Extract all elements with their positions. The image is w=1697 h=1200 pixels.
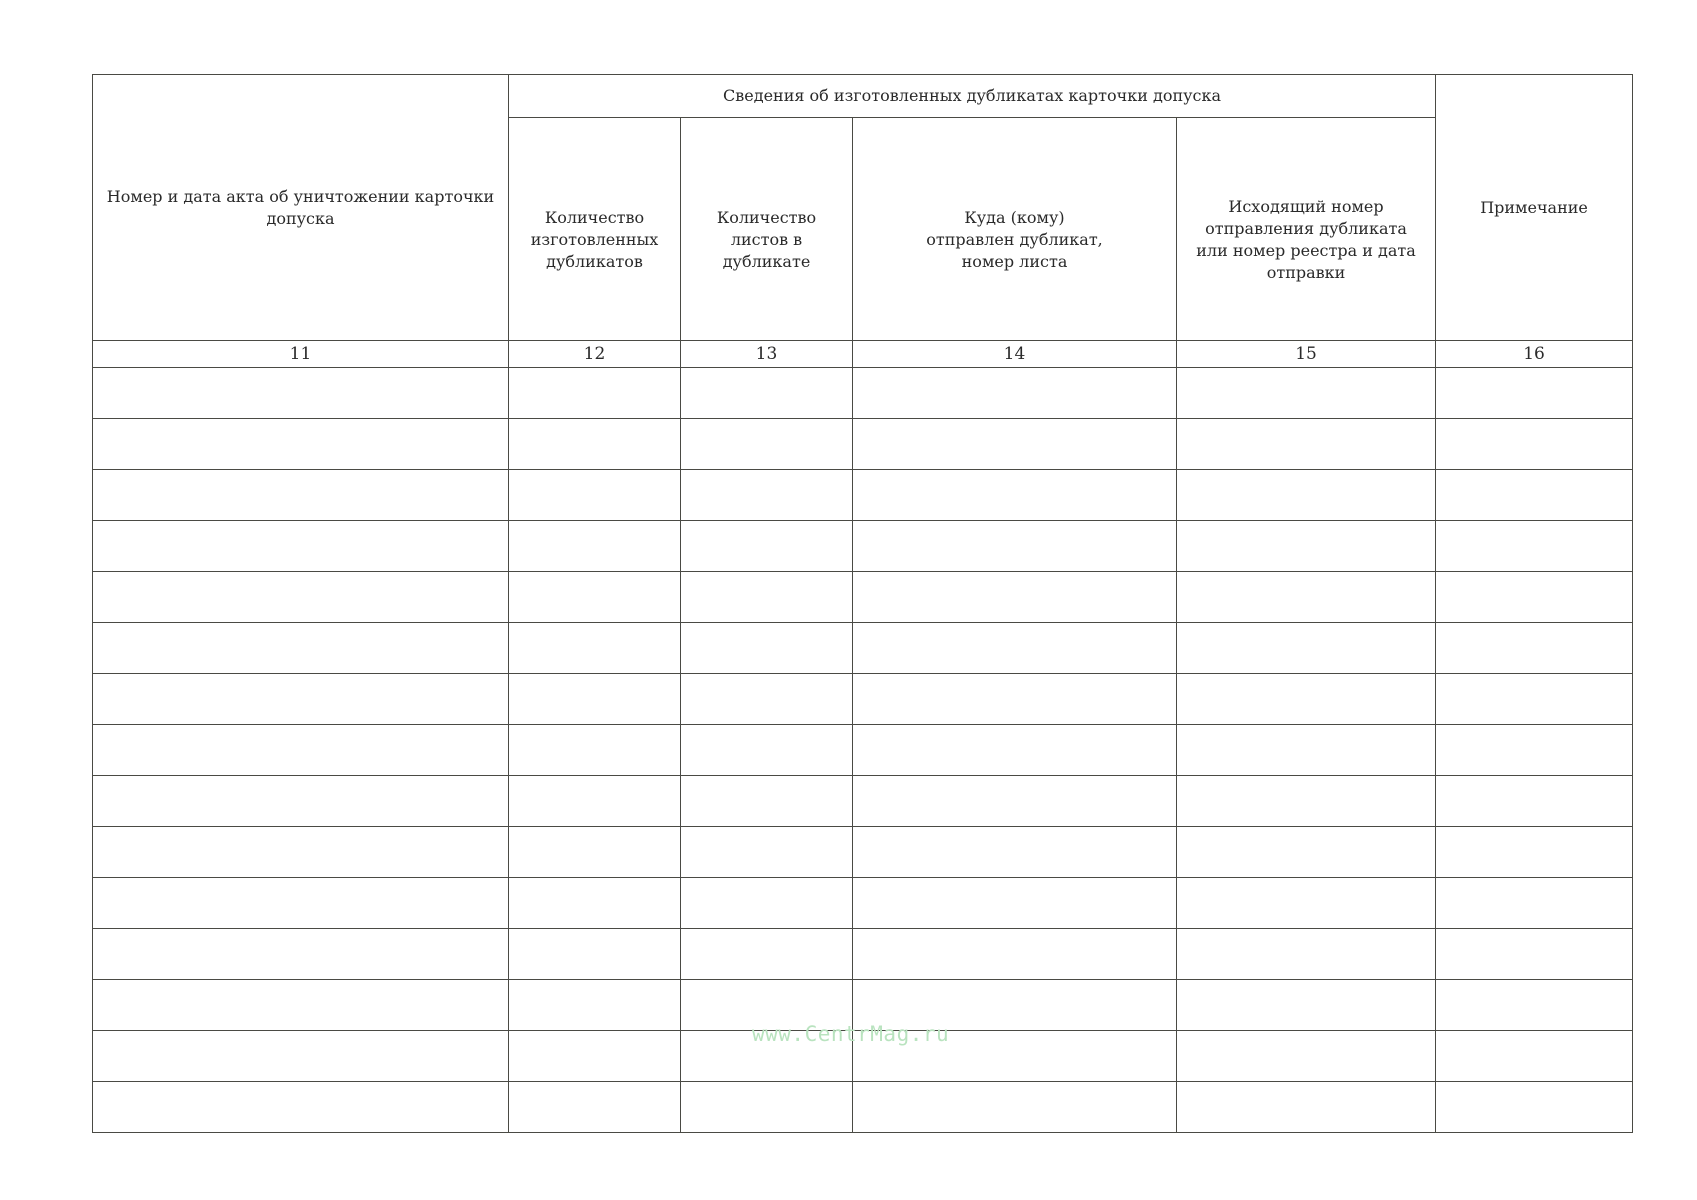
table-cell-act[interactable] [93,368,509,419]
table-cell-note[interactable] [1436,470,1633,521]
table-cell-outgoing[interactable] [1177,419,1436,470]
table-cell-sheet-count[interactable] [681,1031,853,1082]
table-cell-recipient[interactable] [853,776,1177,827]
table-cell-act[interactable] [93,980,509,1031]
table-cell-sheet-count[interactable] [681,674,853,725]
header-recipient-label: Куда (кому) отправлен дубликат, номер листа [926,208,1103,271]
table-cell-dup-count[interactable] [509,929,681,980]
table-cell-sheet-count[interactable] [681,368,853,419]
table-row [93,1031,1633,1082]
table-cell-outgoing[interactable] [1177,674,1436,725]
table-cell-outgoing[interactable] [1177,725,1436,776]
table-row [93,521,1633,572]
header-sheet-count [681,118,853,341]
table-row [93,572,1633,623]
table-cell-sheet-count[interactable] [681,776,853,827]
table-row [93,878,1633,929]
table-cell-dup-count[interactable] [509,623,681,674]
table-cell-sheet-count[interactable] [681,623,853,674]
header-outgoing [1177,118,1436,341]
table-cell-note[interactable] [1436,368,1633,419]
table-cell-act[interactable] [93,419,509,470]
header-outgoing-label: Исходящий номер отправления дубликата или номер реестра и дата отправки [1196,197,1416,282]
table-cell-dup-count[interactable] [509,572,681,623]
table-cell-note[interactable] [1436,827,1633,878]
header-dup-count [509,118,681,341]
column-number: 13 [681,341,853,368]
table-cell-act[interactable] [93,572,509,623]
header-dup-count-label: Количество изготовленных дубликатов [530,208,659,271]
table-cell-recipient[interactable] [853,521,1177,572]
table-cell-recipient[interactable] [853,929,1177,980]
table-cell-recipient[interactable] [853,674,1177,725]
table-cell-sheet-count[interactable] [681,521,853,572]
table-cell-dup-count[interactable] [509,674,681,725]
table-cell-note[interactable] [1436,980,1633,1031]
table-cell-outgoing[interactable] [1177,878,1436,929]
column-number: 15 [1177,341,1436,368]
table-cell-note[interactable] [1436,521,1633,572]
table-cell-sheet-count[interactable] [681,1082,853,1133]
table-cell-act[interactable] [93,521,509,572]
table-cell-dup-count[interactable] [509,776,681,827]
table-row [93,419,1633,470]
column-number: 11 [93,341,509,368]
table-cell-note[interactable] [1436,878,1633,929]
header-group-label: Сведения об изготовленных дубликатах карточки допуска [723,86,1222,105]
table-cell-outgoing[interactable] [1177,1082,1436,1133]
table-cell-sheet-count[interactable] [681,419,853,470]
duplicates-table [92,74,1633,1133]
table-row [93,929,1633,980]
table-cell-outgoing[interactable] [1177,521,1436,572]
header-sheet-count-label: Количество листов в дубликате [716,208,817,271]
table-cell-outgoing[interactable] [1177,368,1436,419]
header-note [1436,75,1633,341]
table-cell-note[interactable] [1436,1082,1633,1133]
table-cell-note[interactable] [1436,419,1633,470]
table-cell-sheet-count[interactable] [681,980,853,1031]
table-cell-dup-count[interactable] [509,470,681,521]
table-row [93,725,1633,776]
table-row [93,776,1633,827]
table-cell-act[interactable] [93,878,509,929]
table-cell-act[interactable] [93,1082,509,1133]
table-cell-dup-count[interactable] [509,419,681,470]
table-cell-recipient[interactable] [853,878,1177,929]
table-cell-outgoing[interactable] [1177,776,1436,827]
table-cell-dup-count[interactable] [509,827,681,878]
table-cell-act[interactable] [93,674,509,725]
table-cell-dup-count[interactable] [509,368,681,419]
journal-sheet [92,74,1632,1133]
table-row [93,368,1633,419]
header-note-label: Примечание [1480,197,1588,217]
table-cell-sheet-count[interactable] [681,929,853,980]
header-recipient [853,118,1177,341]
table-cell-recipient[interactable] [853,1082,1177,1133]
table-cell-sheet-count[interactable] [681,827,853,878]
table-cell-act[interactable] [93,1031,509,1082]
table-cell-recipient[interactable] [853,1031,1177,1082]
table-cell-note[interactable] [1436,572,1633,623]
table-cell-note[interactable] [1436,929,1633,980]
table-cell-outgoing[interactable] [1177,980,1436,1031]
table-cell-act[interactable] [93,776,509,827]
table-cell-act[interactable] [93,470,509,521]
header-act-label: Номер и дата акта об уничтожении карточки допуска [106,186,495,228]
table-cell-dup-count[interactable] [509,725,681,776]
table-cell-dup-count[interactable] [509,1082,681,1133]
table-cell-recipient[interactable] [853,419,1177,470]
table-row [93,1082,1633,1133]
table-cell-note[interactable] [1436,776,1633,827]
table-cell-dup-count[interactable] [509,1031,681,1082]
table-cell-outgoing[interactable] [1177,623,1436,674]
table-cell-recipient[interactable] [853,725,1177,776]
column-number: 14 [853,341,1177,368]
table-cell-sheet-count[interactable] [681,878,853,929]
table-cell-recipient[interactable] [853,980,1177,1031]
column-number: 16 [1436,341,1633,368]
table-row [93,827,1633,878]
table-cell-act[interactable] [93,929,509,980]
column-number: 12 [509,341,681,368]
table-cell-sheet-count[interactable] [681,725,853,776]
table-row [93,623,1633,674]
table-cell-dup-count[interactable] [509,878,681,929]
watermark-text: www.CentrMag.ru [752,1022,950,1046]
table-row [93,470,1633,521]
table-cell-recipient[interactable] [853,623,1177,674]
table-cell-outgoing[interactable] [1177,929,1436,980]
table-cell-dup-count[interactable] [509,980,681,1031]
table-cell-recipient[interactable] [853,827,1177,878]
table-cell-outgoing[interactable] [1177,1031,1436,1082]
table-cell-note[interactable] [1436,725,1633,776]
table-cell-outgoing[interactable] [1177,572,1436,623]
header-group-duplicates [509,75,1436,118]
header-act [93,75,509,341]
table-cell-sheet-count[interactable] [681,470,853,521]
table-cell-act[interactable] [93,623,509,674]
table-cell-note[interactable] [1436,1031,1633,1082]
table-cell-note[interactable] [1436,623,1633,674]
table-cell-act[interactable] [93,725,509,776]
table-cell-recipient[interactable] [853,470,1177,521]
table-cell-sheet-count[interactable] [681,572,853,623]
table-cell-recipient[interactable] [853,572,1177,623]
table-cell-note[interactable] [1436,674,1633,725]
table-row [93,674,1633,725]
table-cell-dup-count[interactable] [509,521,681,572]
column-number-row [93,341,1633,368]
table-cell-recipient[interactable] [853,368,1177,419]
table-cell-outgoing[interactable] [1177,470,1436,521]
table-row [93,980,1633,1031]
table-cell-outgoing[interactable] [1177,827,1436,878]
table-cell-act[interactable] [93,827,509,878]
